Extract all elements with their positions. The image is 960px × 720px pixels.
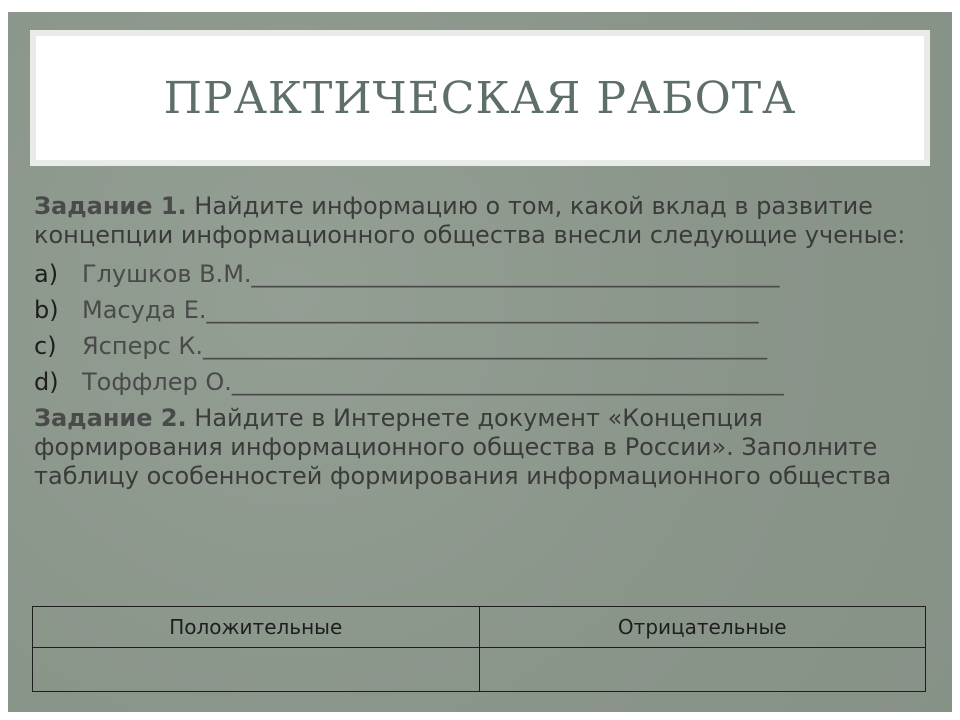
list-item-text: Масуда Е.______________________________________________ xyxy=(82,295,759,324)
header-negative: Отрицательные xyxy=(479,607,926,648)
list-marker: d) xyxy=(34,367,59,396)
slide-title: ПРАКТИЧЕСКАЯ РАБОТА xyxy=(163,72,797,124)
list-item-text: Глушков В.М.____________________________________________ xyxy=(82,259,780,288)
list-marker: a) xyxy=(34,259,59,288)
title-box xyxy=(30,30,930,166)
cell-positive[interactable] xyxy=(33,648,480,692)
cell-negative[interactable] xyxy=(479,648,926,692)
list-item xyxy=(34,292,914,328)
header-positive: Положительные xyxy=(33,607,480,648)
task-2-label: Задание 2. xyxy=(34,404,187,432)
list-item-text: Ясперс К._______________________________________________ xyxy=(82,331,768,360)
scientists-list xyxy=(34,256,914,400)
task-2-text: Найдите в Интернете документ «Концепция формирования информационного общества в России». Заполните таблицу особенностей формирования информационного общества xyxy=(34,404,892,490)
list-item-text: Тоффлер О.______________________________________________ xyxy=(82,367,784,396)
list-marker: b) xyxy=(34,295,59,324)
task-1-label: Задание 1. xyxy=(34,192,187,220)
answers-table xyxy=(32,606,926,692)
task-2 xyxy=(34,404,914,491)
list-item xyxy=(34,328,914,364)
table-header-row xyxy=(33,607,926,648)
slide-content xyxy=(34,192,914,491)
list-item xyxy=(34,256,914,292)
table-row xyxy=(33,648,926,692)
list-marker: c) xyxy=(34,331,57,360)
task-1 xyxy=(34,192,914,250)
task-1-text: Найдите информацию о том, какой вклад в развитие концепции информационного общества внесли следующие ученые: xyxy=(34,192,906,249)
list-item xyxy=(34,364,914,400)
